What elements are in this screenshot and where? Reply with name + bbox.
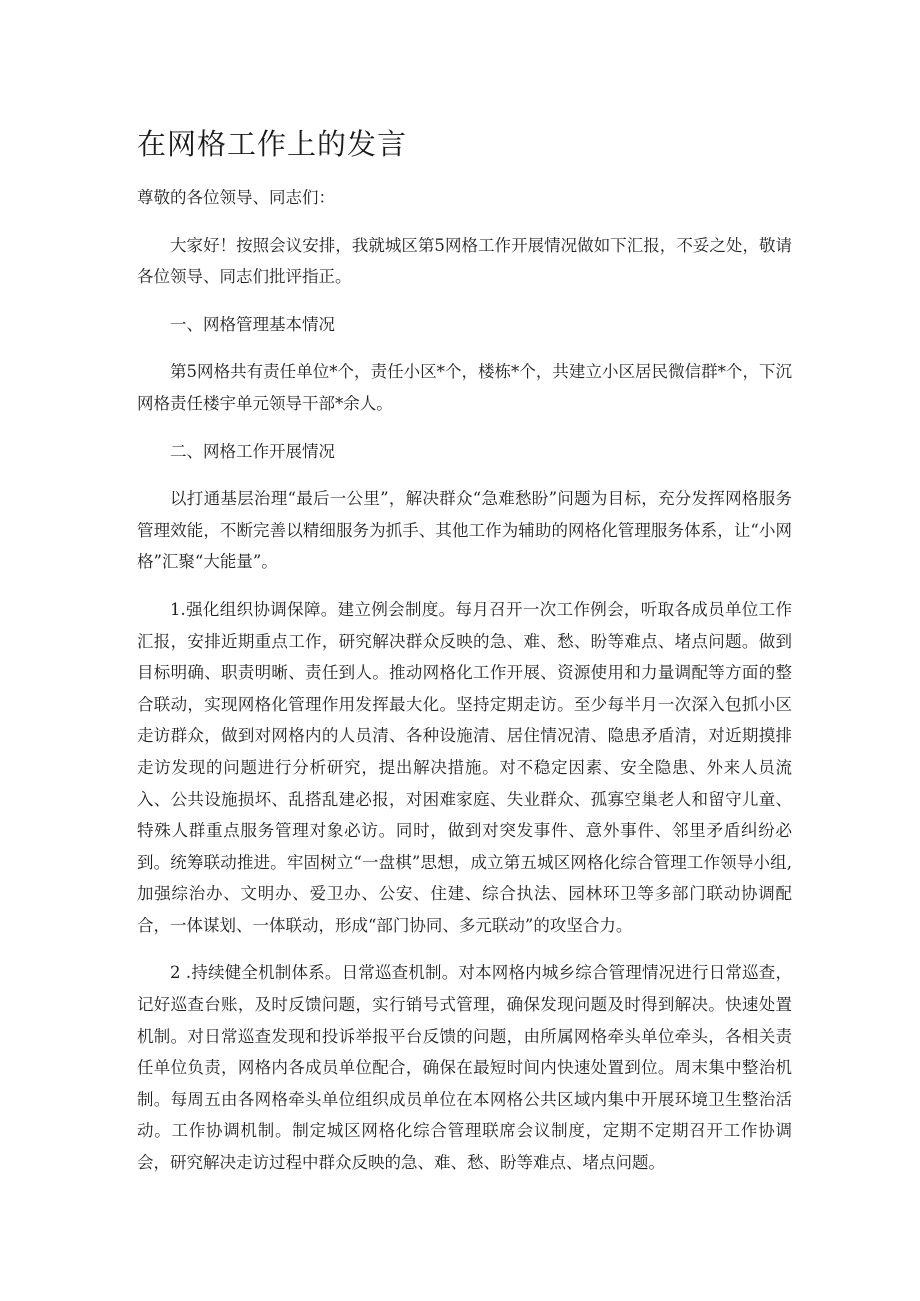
paragraph-basic-info: 第5网格共有责任单位*个，责任小区*个，楼栋*个，共建立小区居民微信群*个，下沉网格责任楼宇单元领导干部*余人。 xyxy=(137,362,792,413)
paragraph-item-2: 2 .持续健全机制体系。日常巡查机制。对本网格内城乡综合管理情况进行日常巡查，记好巡查台账，及时反馈问题，实行销号式管理，确保发现问题及时得到解决。快速处置机制。对日常巡查发现和投诉举报平台反馈的问题，由所属网格牵头单位牵头，各相关责任单位负责，网格内各成员单位配合，确保在最短时间内快速处置到位。周末集中整治机制。每周五由各网格牵头单位组织成员单位在本网格公共区域内集中开展环境卫生整治活动。工作协调机制。制定城区网格化综合管理联席会议制度，定期不定期召开工作协调会，研究解决走访过程中群众反映的急、难、愁、盼等难点、堵点问题。 xyxy=(137,963,792,1173)
salutation: 尊敬的各位领导、同志们： xyxy=(137,188,335,207)
paragraph-item-1: 1.强化组织协调保障。建立例会制度。每月召开一次工作例会，听取各成员单位工作汇报，安排近期重点工作，研究解决群众反映的急、难、愁、盼等难点、堵点问题。做到目标明确、职责明晰、责任到人。推动网格化工作开展、资源使用和力量调配等方面的整合联动，实现网格化管理作用发挥最大化。坚持定期走访。至少每半月一次深入包抓小区走访群众，做到对网格内的人员清、各种设施清、居住情况清、隐患矛盾清，对近期摸排走访发现的问题进行分析研究，提出解决措施。对不稳定因素、安全隐患、外来人员流入、公共设施损坏、乱搭乱建必报，对困难家庭、失业群众、孤寡空巢老人和留守儿童、特殊人群重点服务管理对象必访。同时，做到对突发事件、意外事件、邻里矛盾纠纷必到。统筹联动推进。牢固树立“一盘棋”思想，成立第五城区网格化综合管理工作领导小组,加强综治办、文明办、爱卫办、公安、住建、综合执法、园林环卫等多部门联动协调配合，一体谋划、一体联动，形成“部门协同、多元联动”的攻坚合力。 xyxy=(137,599,792,935)
paragraph-opening: 大家好！按照会议安排，我就城区第5网格工作开展情况做如下汇报，不妥之处，敬请各位领导、同志们批评指正。 xyxy=(137,235,792,287)
paragraph-goal: 以打通基层治理“最后一公里”，解决群众“急难愁盼”问题为目标，充分发挥网格服务管理效能，不断完善以精细服务为抓手、其他工作为辅助的网格化管理服务体系，让“小网格”汇聚“大能量”。 xyxy=(137,489,792,572)
section-heading-1: 一、网格管理基本情况 xyxy=(170,314,335,334)
section-heading-2: 二、网格工作开展情况 xyxy=(170,441,335,461)
document-title: 在网格工作上的发言 xyxy=(137,127,408,161)
document-body xyxy=(137,182,792,1179)
